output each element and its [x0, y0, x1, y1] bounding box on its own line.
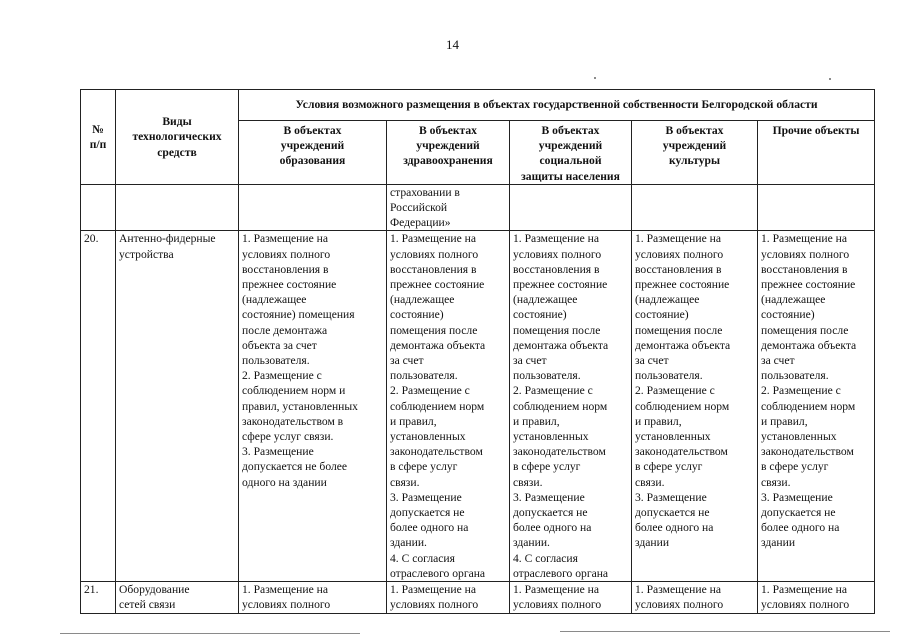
cell-text-line: правил, установленных — [242, 399, 358, 413]
cell-text-line: объекта за счет — [242, 338, 317, 352]
cell-text-line: законодательством — [390, 445, 483, 459]
cell-text-line: сфере услуг связи. — [242, 430, 334, 444]
cell-text-line: помещения после — [390, 323, 478, 337]
cell-text-line: законодательством в — [242, 414, 344, 428]
table-cell — [239, 184, 387, 231]
cell-text-line: установленных — [513, 430, 589, 444]
cell-text-line: состояние) — [390, 308, 444, 322]
cell-text-line: и правил, — [513, 414, 560, 428]
cell-text-line: 1. Размещение на — [242, 232, 328, 246]
cell-text-line: 2. Размещение с — [635, 384, 715, 398]
cell-text-line: условиях полного — [761, 247, 850, 261]
cell-text-line: условиях полного — [635, 598, 724, 612]
cell-text-line: более одного на — [635, 521, 714, 535]
header-other — [758, 121, 875, 185]
cell-text-line: средств — [157, 145, 197, 159]
cell-text-line: здании. — [390, 536, 427, 550]
scan-artifact — [594, 77, 596, 79]
table-cell — [81, 184, 116, 231]
cell-text-line: соблюдением норм — [635, 399, 730, 413]
cell-text-line: условиях полного — [390, 598, 479, 612]
cell-text-line: прежнее состояние — [242, 278, 337, 292]
cell-text-line: восстановления в — [242, 262, 329, 276]
cell-text-line: 3. Размещение — [513, 490, 585, 504]
cell-text-line: в сфере услуг — [513, 460, 581, 474]
cell-text-line: В объектах — [283, 124, 342, 137]
cell-text-line: прежнее состояние — [513, 278, 608, 292]
cell-text-line: пользователя. — [761, 369, 829, 383]
cell-text-line: 1. Размещение на — [761, 583, 847, 597]
cell-text-line: 1. Размещение на — [390, 232, 476, 246]
cell-health — [387, 231, 510, 582]
cell-text-line: здравоохранения — [403, 154, 493, 168]
cell-text-line: условиях полного — [242, 247, 331, 261]
cell-text-line: и правил, — [761, 414, 808, 428]
cell-text-line: образования — [279, 154, 346, 168]
header-health — [387, 121, 510, 185]
cell-text-line: соблюдением норм и — [242, 384, 346, 398]
cell-text-line: состояние) — [635, 308, 689, 322]
cell-text-line: пользователя. — [635, 369, 703, 383]
cell-text-line: законодательством — [635, 445, 728, 459]
cell-social — [510, 231, 632, 582]
cell-text-line: п/п — [89, 137, 107, 151]
cell-text-line: связи. — [761, 475, 791, 489]
cell-text-line: отраслевого органа — [513, 566, 609, 580]
cell-text-line: 20. — [84, 232, 99, 246]
cell-text-line: законодательством — [761, 445, 854, 459]
cell-text-line: 3. Размещение — [635, 490, 707, 504]
cell-text-line: прежнее состояние — [761, 278, 856, 292]
cell-text-line: (надлежащее — [761, 293, 826, 307]
cell-text-line: 1. Размещение на — [635, 583, 721, 597]
cell-text-line: за счет — [635, 354, 669, 368]
cell-text-line: (надлежащее — [635, 293, 700, 307]
cell-text-line: В объектах — [665, 124, 724, 137]
cell-text-line: помещения после — [635, 323, 723, 337]
cell-text-line: демонтажа объекта — [761, 338, 857, 352]
cell-text-line: 1. Размещение на — [761, 232, 847, 246]
cell-text-line: более одного на — [390, 521, 469, 535]
cell-text-line: Антенно-фидерные — [119, 232, 216, 246]
header-group: Условия возможного размещения в объектах государственной собственности Белгородской области — [239, 90, 875, 121]
cell-text-line: технологических — [132, 130, 222, 144]
cell-text-line: и правил, — [635, 414, 682, 428]
cell-text-line: Прочие объекты — [772, 124, 860, 137]
cell-text-line: состояние) — [513, 308, 567, 322]
cell-text-line: помещения после — [761, 323, 849, 337]
cell-text-line: Оборудование — [119, 583, 190, 597]
cell-text-line: в сфере услуг — [635, 460, 703, 474]
cell-text-line: в сфере услуг — [761, 460, 829, 474]
cell-text-line: связи. — [390, 475, 420, 489]
header-culture — [632, 121, 758, 185]
cell-text-line: защиты населения — [521, 169, 620, 183]
cell-text-line: установленных — [635, 430, 711, 444]
cell-text-line: 1. Размещение на — [513, 583, 599, 597]
cell-text-line: соблюдением норм — [390, 399, 485, 413]
cell-text-line: (надлежащее — [390, 293, 455, 307]
cell-text-line: Российской — [390, 201, 448, 215]
cell-education — [239, 582, 387, 613]
cell-text-line: 4. С согласия — [390, 551, 455, 565]
cell-text-line: 3. Размещение — [390, 490, 462, 504]
cell-text-line: учреждений — [538, 139, 603, 153]
cell-text-line: и правил, — [390, 414, 437, 428]
cell-text-line: В объектах — [541, 124, 600, 137]
cell-text-line: Федерации» — [390, 216, 451, 230]
cell-text-line: здании — [635, 536, 670, 550]
cell-education — [239, 231, 387, 582]
regulation-table — [80, 89, 875, 614]
cell-text-line: учреждений — [280, 139, 345, 153]
table-row — [81, 582, 875, 613]
cell-text-line: (надлежащее — [513, 293, 578, 307]
scan-artifact — [60, 633, 360, 634]
cell-text-line: сетей связи — [119, 598, 176, 612]
cell-text-line: Виды — [162, 115, 192, 129]
table-cell — [116, 184, 239, 231]
cell-text-line: пользователя. — [242, 354, 310, 368]
cell-other — [758, 231, 875, 582]
table-cell — [632, 184, 758, 231]
cell-text-line: соблюдением норм — [761, 399, 856, 413]
cell-text-line: законодательством — [513, 445, 606, 459]
header-row-group — [81, 90, 875, 121]
cell-text-line: за счет — [390, 354, 424, 368]
cell-text-line: за счет — [513, 354, 547, 368]
cell-text-line: прежнее состояние — [390, 278, 485, 292]
cell-text-line: восстановления в — [390, 262, 477, 276]
cell-text-line: условиях полного — [242, 598, 331, 612]
cell-text-line: здании. — [513, 536, 550, 550]
cell-text-line: допускается не — [635, 506, 710, 520]
cell-text-line: страховании в — [390, 185, 460, 199]
header-social — [510, 121, 632, 185]
cell-text-line: (надлежащее — [242, 293, 307, 307]
cell-text-line: учреждений — [662, 139, 727, 153]
cell-text-line: 2. Размещение с — [761, 384, 841, 398]
cell-culture — [632, 582, 758, 613]
cell-text-line: условиях полного — [635, 247, 724, 261]
cell-text-line: допускается не — [390, 506, 465, 520]
cell-text-line: более одного на — [761, 521, 840, 535]
cell-text-line: более одного на — [513, 521, 592, 535]
cell-text-line: условиях полного — [513, 598, 602, 612]
cell-text-line: культуры — [668, 154, 721, 168]
cell-culture — [632, 231, 758, 582]
cell-text-line: № — [92, 122, 104, 136]
cell-text-line: здании — [761, 536, 796, 550]
cell-text-line: демонтажа объекта — [513, 338, 609, 352]
cell-text-line: 3. Размещение — [761, 490, 833, 504]
cell-text-line: установленных — [390, 430, 466, 444]
cell-text-line: восстановления в — [513, 262, 600, 276]
cell-text-line: 1. Размещение на — [242, 583, 328, 597]
cell-text-line: допускается не — [513, 506, 588, 520]
cell-text-line: допускается не — [761, 506, 836, 520]
cell-other — [758, 582, 875, 613]
table-cell — [510, 184, 632, 231]
cell-text-line: 2. Размещение с — [242, 369, 322, 383]
cell-text-line: условиях полного — [390, 247, 479, 261]
cell-text-line: прежнее состояние — [635, 278, 730, 292]
cell-text-line: пользователя. — [513, 369, 581, 383]
cell-text-line: в сфере услуг — [390, 460, 458, 474]
scan-artifact — [560, 631, 890, 632]
cell-text-line: 1. Размещение на — [635, 232, 721, 246]
cell-text-line: 2. Размещение с — [513, 384, 593, 398]
cell-text-line: состояние) помещения — [242, 308, 355, 322]
cell-text-line: связи. — [513, 475, 543, 489]
table-row — [81, 184, 875, 231]
cell-text-line: условиях полного — [761, 598, 850, 612]
cell-text-line: учреждений — [416, 139, 480, 153]
cell-text-line: условиях полного — [513, 247, 602, 261]
row-number — [81, 231, 116, 582]
cell-text-line: одного на здании — [242, 475, 327, 489]
cell-text-line: 3. Размещение — [242, 445, 314, 459]
cell-text-line: пользователя. — [390, 369, 458, 383]
row-type — [116, 582, 239, 613]
cell-social — [510, 582, 632, 613]
cell-text-line: допускается не более — [242, 460, 348, 474]
header-types — [116, 90, 239, 185]
cell-text-line: демонтажа объекта — [390, 338, 486, 352]
cell-text-line: установленных — [761, 430, 837, 444]
table-cell — [758, 184, 875, 231]
cell-text-line: 2. Размещение с — [390, 384, 470, 398]
header-education — [239, 121, 387, 185]
page-number: 14 — [446, 37, 459, 52]
cell-text-line: В объектах — [419, 124, 477, 137]
cell-text-line: восстановления в — [635, 262, 722, 276]
cell-text-line: помещения после — [513, 323, 601, 337]
cell-text-line: соблюдением норм — [513, 399, 608, 413]
cell-health — [387, 582, 510, 613]
cell-text-line: после демонтажа — [242, 323, 328, 337]
cell-text-line: социальной — [539, 154, 602, 168]
cell-text-line: 21. — [84, 583, 99, 597]
cell-text-line: отраслевого органа — [390, 566, 486, 580]
table-row — [81, 231, 875, 582]
row-number — [81, 582, 116, 613]
scan-artifact — [829, 78, 831, 80]
cell-text-line: 1. Размещение на — [390, 583, 476, 597]
cell-text-line: демонтажа объекта — [635, 338, 731, 352]
header-number — [81, 90, 116, 185]
cell-text-line: восстановления в — [761, 262, 848, 276]
cell-text-line: за счет — [761, 354, 795, 368]
cell-text-line: связи. — [635, 475, 665, 489]
row-type — [116, 231, 239, 582]
cell-text-line: состояние) — [761, 308, 815, 322]
table-cell — [387, 184, 510, 231]
cell-text-line: устройства — [119, 247, 174, 261]
cell-text-line: 4. С согласия — [513, 551, 578, 565]
cell-text-line: 1. Размещение на — [513, 232, 599, 246]
